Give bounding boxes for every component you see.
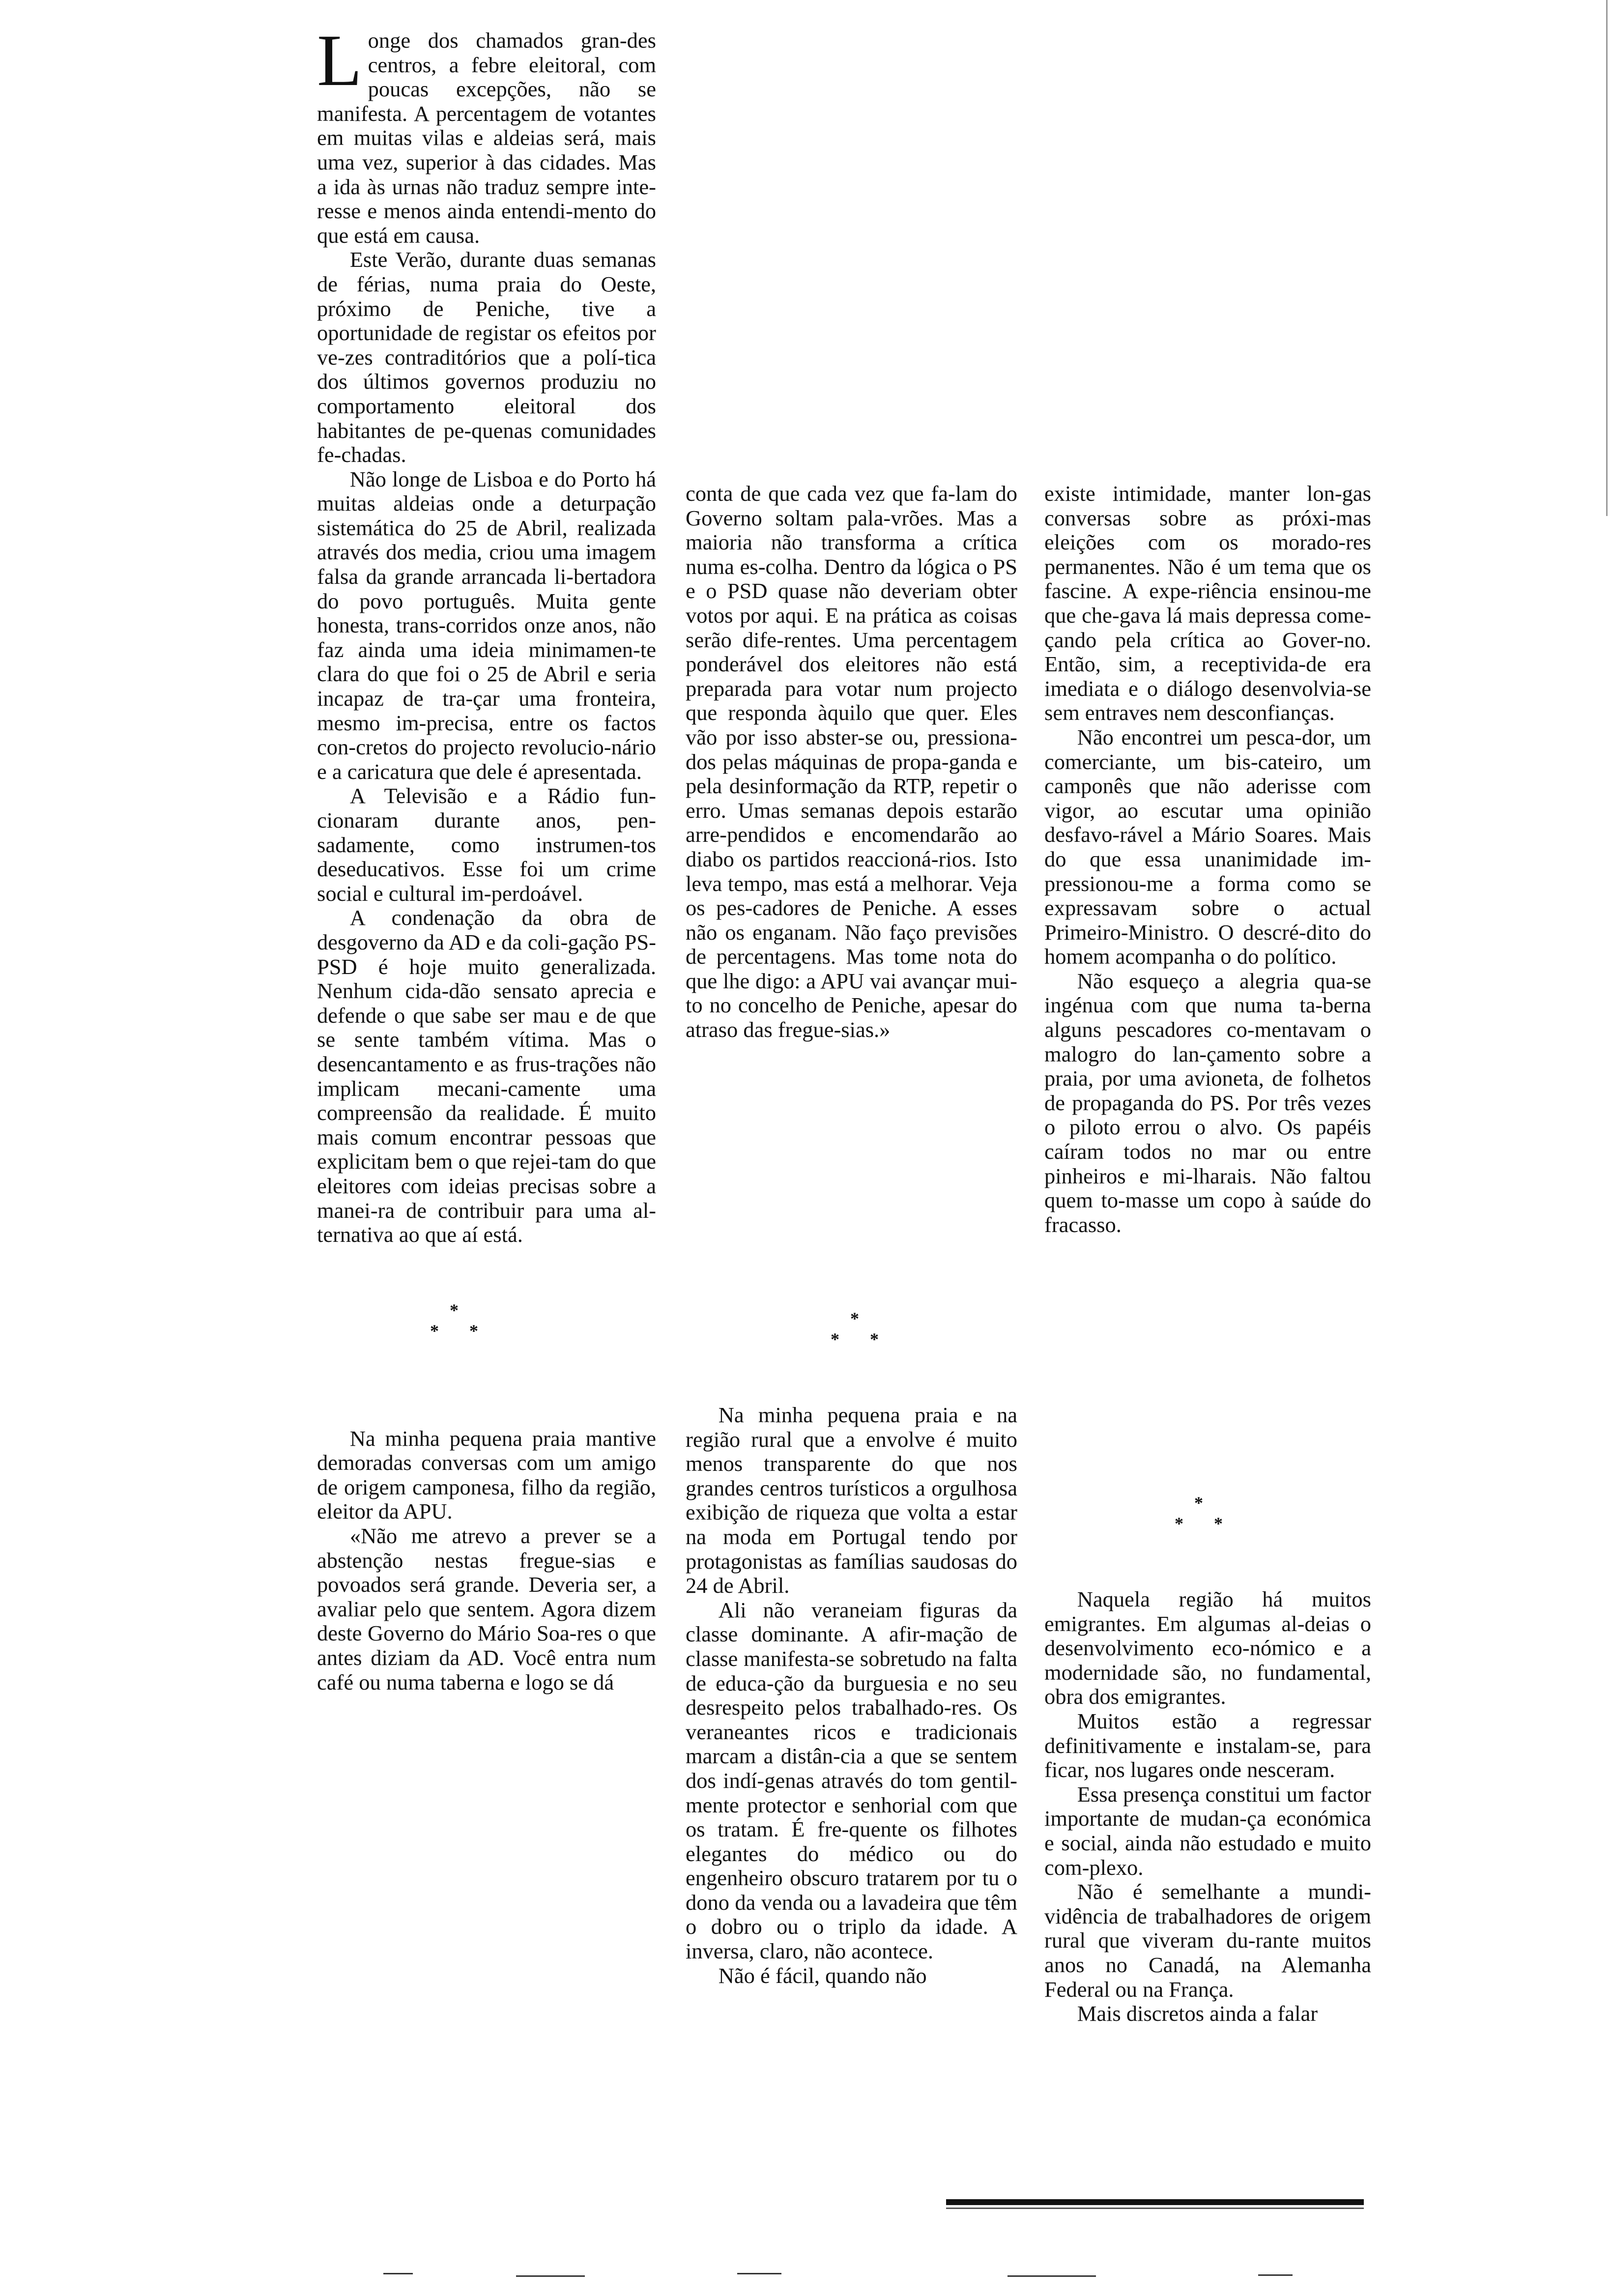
paragraph [317,20,656,248]
drop-cap: L [317,20,362,101]
separator-star: * [850,1309,859,1328]
paragraph: «Não me atrevo a prever se a abstenção nestas fregue-sias e povoados será grande. Deveria ser, a avaliar pelo que sentem. Agora dizem deste Governo do Mário Soa-res o que antes diziam da AD. Você entra num café ou numa taberna e logo se dá [317,1523,656,1694]
scan-edge-mark [737,2273,781,2274]
paragraph: Ali não veraneiam figuras da classe dominante. A afir-mação de classe manifesta-se sobretudo na falta de educa-ção da burguesia e no seu desrespeito pelos trabalhado-res. Os veraneantes ricos e tradicionais marcam a distân-cia a que se sentem dos indí-genas através do tom gentil-mente protector e senhorial com que os tratam. É fre-quente os filhotes elegantes do médico ou do engenheiro obscuro tratarem por tu o dono da venda ou a lavadeira que têm o dobro ou o triplo da idade. A inversa, claro, não acontece. [686,1597,1017,1964]
paragraph: existe intimidade, manter lon-gas conversas sobre as próxi-mas eleições com os morado-res permanentes. Não é um tema que os fascine. A expe-riência ensinou-me que che-gava lá mais depressa come-çando pela crítica ao Gover-no. Então, sim, a receptivida-de era imediata e o diálogo desenvolvia-se sem entraves nem desconfianças. [1044,481,1371,725]
section-separator [1175,1494,1234,1538]
separator-star: * [430,1320,439,1341]
paragraph: Não é semelhante a mundi-vidência de trabalhadores de origem rural que viveram du-rante muitos anos no Canadá, na Alemanha Federal ou na França. [1044,1879,1371,2002]
separator-star: * [870,1329,879,1349]
paragraph: Mais discretos ainda a falar [1077,2001,1318,2026]
scan-edge-mark [1258,2274,1293,2276]
separator-star: * [831,1329,839,1349]
scan-edge-mark [1606,0,1608,516]
bottom-rule-thin [946,2208,1364,2209]
separator-star: * [469,1320,478,1341]
bottom-rule [946,2199,1364,2205]
paragraph: Na minha pequena praia e na região rural que a envolve é muito menos transparente do que nos grandes centros turísticos a orgulhosa exibição de riqueza que volta a estar na moda em Portugal tendo por protagonistas as famílias saudosas do 24 de Abril. [686,1403,1017,1598]
separator-star: * [1214,1514,1223,1533]
scan-edge-mark [516,2275,585,2277]
column-1 [317,20,656,1694]
section-separator [831,1310,890,1354]
paragraph: Naquela região há muitos emigrantes. Em algumas al-deias o desenvolvimento eco-nómico e a modernidade são, no fundamental, obra dos emigrantes. [1044,1587,1371,1709]
column-3-bottom [1044,1587,1371,2026]
paragraph: Este Verão, durante duas semanas de férias, numa praia do Oeste, próximo de Peniche, tive a oportunidade de registar os efeitos por ve-zes contraditórios que a polí-tica dos últimos governos produziu no comportamento eleitoral dos habitantes de pe-quenas comunidades fe-chadas. [317,247,656,467]
separator-star: * [1175,1514,1183,1533]
column-3-top [1044,482,1371,1237]
paragraph: Muitos estão a regressar definitivamente e instalam-se, para ficar, nos lugares onde nesceram. [1044,1708,1371,1782]
scan-edge-mark [383,2273,413,2274]
section-separator [317,1301,656,1341]
paragraph: A Televisão e a Rádio fun-cionaram durante anos, pen-sadamente, como instrumen-tos deseducativos. Esse foi um crime social e cultural im-perdoável. [317,783,656,906]
paragraph: A condenação da obra de desgoverno da AD e da coli-gação PS-PSD é hoje muito generalizada. Nenhum cida-dão sensato aprecia e defende o que sabe ser mau e de que se sente também vítima. Mas o desencantamento e as frus-trações não implicam mecani-camente uma compreensão da realidade. É muito mais comum encontrar pessoas que explicitam bem o que rejei-tam do que eleitores com ideias precisas sobre a manei-ra de contribuir para uma al-ternativa ao que aí está. [317,905,656,1247]
separator-star: * [1194,1493,1203,1513]
paragraph: Não é fácil, quando não [718,1963,927,1988]
paragraph: conta de que cada vez que fa-lam do Governo soltam pala-vrões. Mas a maioria não transforma a crítica numa es-colha. Dentro da lógica o PS e o PSD quase não deveriam obter votos por aqui. E na prática as coisas serão dife-rentes. Uma percentagem ponderável dos eleitores não está preparada para votar num projecto que responda àquilo que quer. Eles vão por isso abster-se ou, pressiona-dos pelas máquinas de propa-ganda e pela desinformação da RTP, repetir o erro. Umas semanas depois estarão arre-pendidos e encomendarão ao diabo os partidos reaccioná-rios. Isto leva tempo, mas está a melhorar. Veja os pes-cadores de Peniche. A esses não os enganam. Não faço previsões de percentagens. Mas tome nota do que lhe digo: a APU vai avançar mui-to no concelho de Peniche, apesar do atraso das fregue-sias.» [686,481,1017,1042]
scan-edge-mark [1008,2275,1096,2277]
paragraph-text: onge dos chamados gran-des centros, a febre eleitoral, com poucas excepções, não se manifesta. A percentagem de votantes em muitas vilas e aldeias será, mais uma vez, superior à das cidades. Mas a ida às urnas não traduz sempre inte-resse e menos ainda entendi-mento do que está em causa. [317,28,656,248]
paragraph: Não esqueço a alegria qua-se ingénua com que numa ta-berna alguns pescadores co-mentavam o malogro do lan-çamento sobre a praia, por uma avioneta, de folhetos de propaganda do PS. Por três vezes o piloto errou o alvo. Os papéis caíram todos no mar ou entre pinheiros e mi-lharais. Não faltou quem to-masse um copo à saúde do fracasso. [1044,968,1371,1237]
paragraph: Não longe de Lisboa e do Porto há muitas aldeias onde a deturpação sistemática do 25 de Abril, realizada através dos media, criou uma imagem falsa da grande arrancada li-bertadora do povo português. Muita gente honesta, trans-corridos onze anos, não faz ainda uma ideia minimamen-te clara do que foi o 25 de Abril e seria incapaz de tra-çar uma fronteira, mesmo im-precisa, entre os factos con-cretos do projecto revolucio-nário e a caricatura que dele é apresentada. [317,466,656,784]
paragraph: Na minha pequena praia mantive demoradas conversas com um amigo de origem camponesa, filho da região, eleitor da APU. [317,1426,656,1524]
separator-star: * [450,1300,459,1320]
column-2-top [686,482,1017,1042]
column-2-bottom [686,1403,1017,1988]
paragraph: Essa presença constitui um factor importante de mudan-ça económica e social, ainda não estudado e muito com-plexo. [1044,1781,1371,1880]
paragraph: Não encontrei um pesca-dor, um comerciante, um bis-cateiro, um camponês que não aderisse com vigor, ao escutar uma opinião desfavo-rável a Mário Soares. Mais do que essa unanimidade im-pressionou-me a forma como se expressavam sobre o actual Primeiro-Ministro. O descré-dito do homem acompanha o do político. [1044,724,1371,969]
